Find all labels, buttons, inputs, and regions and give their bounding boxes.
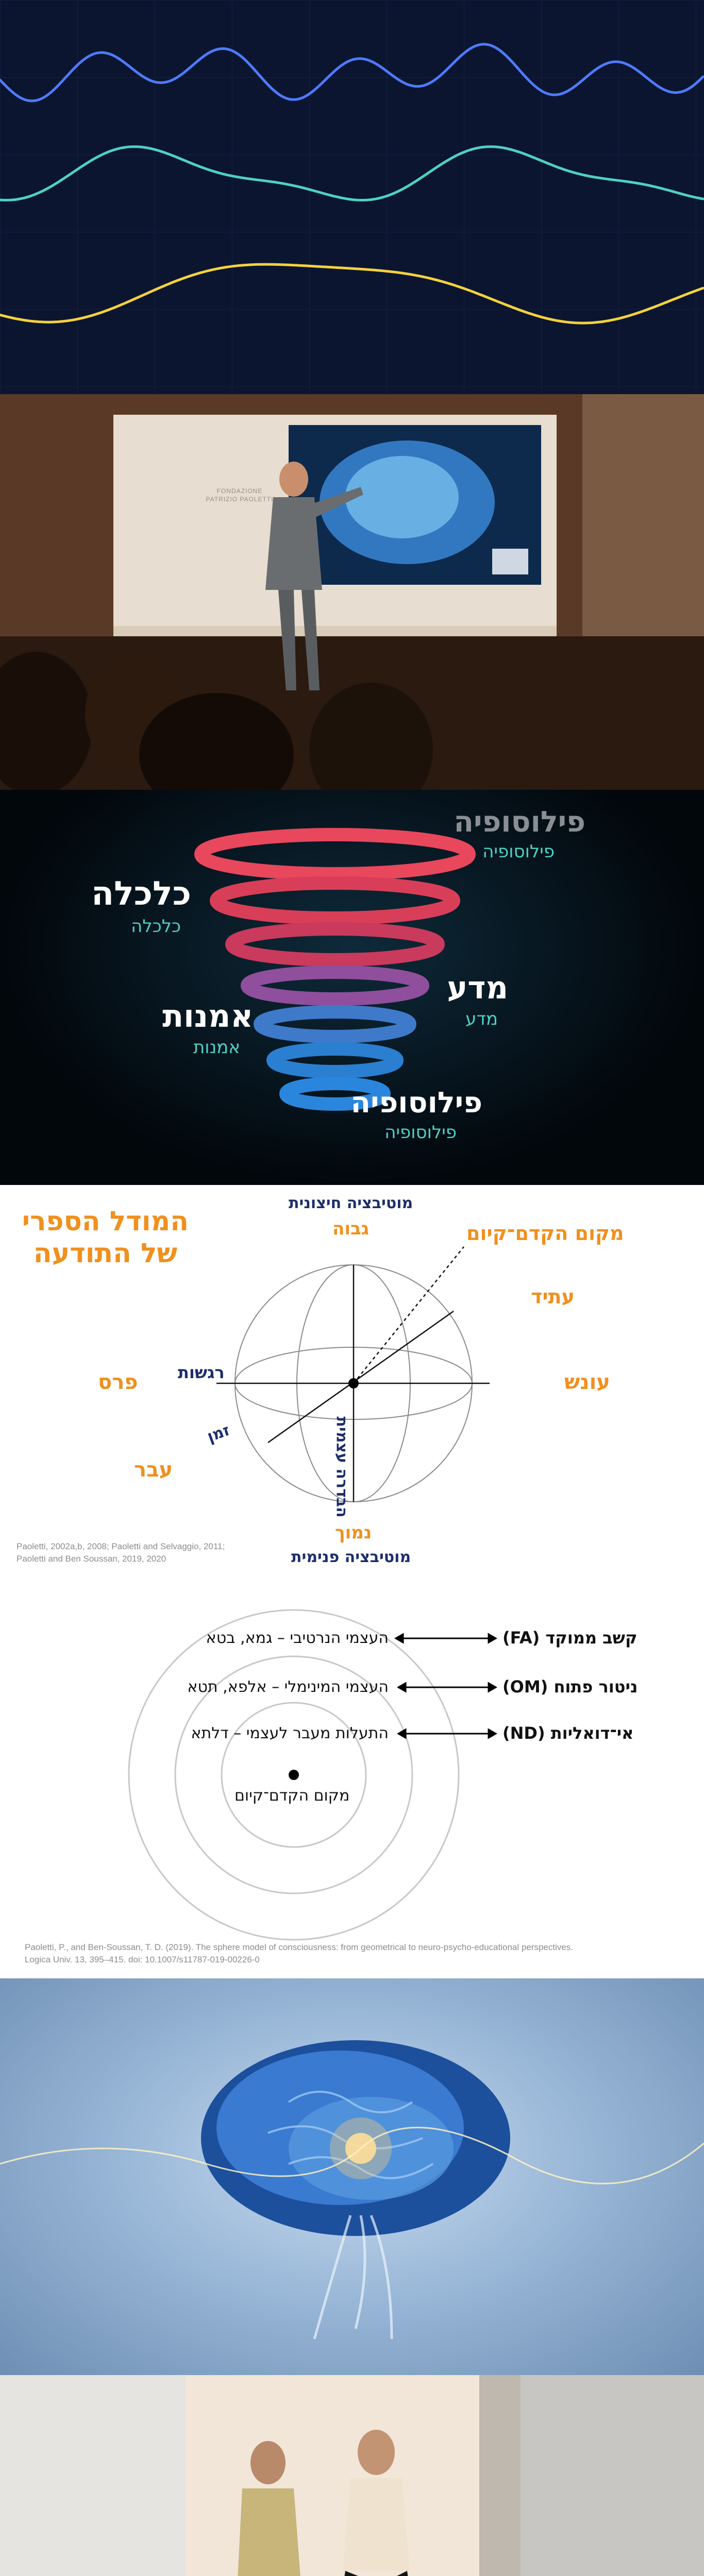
non-duality-label: אי־דואליות (ND) [502,1723,634,1743]
preconscious-center-label: מקום הקדם־קיום [234,1787,350,1805]
intrinsic-motivation-label: מוטיבציה פנימית [291,1548,411,1566]
reward-label: פרס [98,1370,138,1394]
punishment-label: עונש [564,1370,610,1394]
spiral-panel [0,790,704,1185]
self-duality-label: הבדרה עצמית [332,1416,351,1518]
sphere-model-consciousness [0,1185,704,1582]
sphere1-citation-line1: Paoletti, 2002a,b, 2008; Paoletti and Selvaggio, 2011; [16,1541,225,1551]
circles-citation-line1: Paoletti, P., and Ben-Soussan, T. D. (2019). The sphere model of consciousness: from geometrical to neuro-psycho-educational perspectives. [25,1942,574,1952]
self-transcendence-desc: התעלות מעבר לעצמי – דלתא [191,1724,389,1742]
sphere1-citation-line2: Paoletti and Ben Soussan, 2019, 2020 [16,1554,166,1564]
brainwaves-panel [0,0,704,394]
extrinsic-motivation-label: מוטיבציה חיצונית [289,1194,413,1212]
brain-scene [0,1978,704,2375]
banner-line1: FONDAZIONE [216,487,263,495]
philosophy-top-sublabel: פילוסופיה [482,841,555,862]
experiment-room-photo [0,2375,704,2576]
open-monitoring-label: ניטור פתוח (OM) [502,1677,638,1697]
glowing-brain-illustration [0,1978,704,2375]
high-label: גבוה [332,1218,369,1239]
focused-attention-label: קשב ממוקד (FA) [502,1628,638,1648]
science-sublabel: מדע [465,1009,498,1029]
future-label: עתיד [531,1285,575,1308]
minimal-self-desc: העצמי המינימלי – אלפא, תטא [187,1678,389,1696]
past-label: עבר [134,1458,173,1482]
philosophy-bottom-sublabel: פילוסופיה [384,1122,457,1143]
banner-line2: PATRIZIO PAOLETTI [206,496,274,503]
economy-label: כלכלה [91,875,191,913]
time-label: זמן [205,1421,232,1446]
low-label: נמוך [335,1522,372,1543]
philosophy-top-label: פילוסופיה [454,805,585,839]
art-sublabel: אמנות [193,1037,240,1058]
room-scene [0,2375,704,2576]
sphere1-title-line1: המודל הספרי [22,1206,189,1237]
science-label: מדע [447,970,508,1006]
conference-scene [0,394,704,790]
spiral-illustration [0,790,704,1185]
preconscious-space-label: מקום הקדם־קיום [466,1222,624,1245]
sphere1-title-line2: של התודעה [33,1238,177,1269]
economy-sublabel: כלכלה [131,916,181,937]
narrative-self-desc: העצמי הנרטיבי – גמא, בטא [206,1629,389,1647]
conference-photo [0,394,704,790]
concentric-circles-model [0,1582,704,1978]
art-label: אמנות [162,998,253,1035]
brainwaves-illustration [0,0,704,394]
feelings-label: רגשות [178,1363,225,1382]
philosophy-bottom-label: פילוסופיה [350,1086,482,1120]
circles-citation-line2: Logica Univ. 13, 395–415. doi: 10.1007/s11787-019-00226-0 [25,1955,260,1964]
